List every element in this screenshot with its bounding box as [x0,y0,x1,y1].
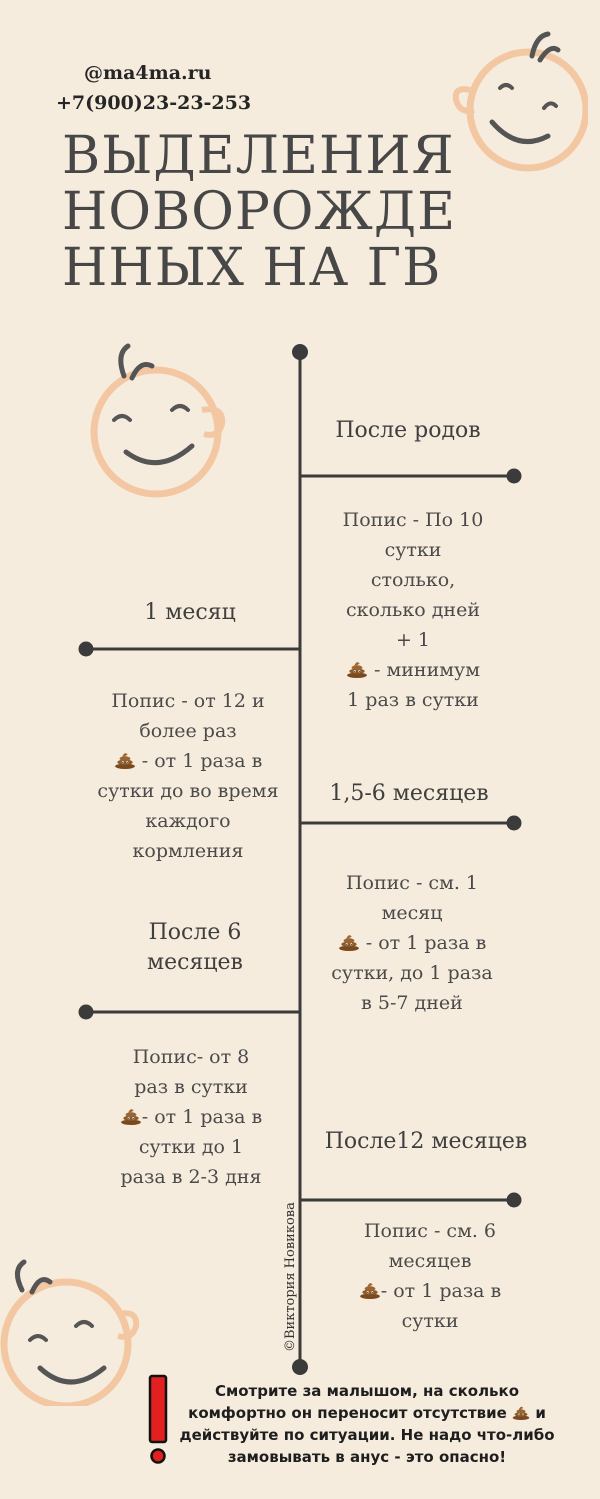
poop-icon [338,933,360,951]
poop-icon [114,751,136,769]
warning-text: Смотрите за малышом, на сколько комфортно он переносит отсутствие и действуйте по ситуации. Не надо что-либо замовывать в анус - это опасно! [179,1382,555,1466]
milestone-1-5-6-months-desc: Попис - см. 1 месяц - от 1 раза в сутки, до 1 раза в 5-7 дней [331,872,493,1014]
handle-text: @ma4ma.ru [84,62,212,84]
milestone-after-12-months-label: После12 месяцев [324,1129,528,1154]
milestone-after-6-months-desc: Попис- от 8 раз в сутки - от 1 раза в сутки до 1 раза в 2-3 дня [120,1046,263,1188]
poop-icon [346,660,368,678]
poop-icon [359,1281,381,1299]
milestone-1-month-desc: Попис - от 12 и более раз - от 1 раза в сутки до во время каждого кормления [97,690,279,862]
title-line-2: НОВОРОЖДЕ [62,182,457,242]
poop-icon [120,1107,142,1125]
author-credit: ©Виктория Новикова [283,1202,298,1352]
milestone-after-birth-desc: Попис - По 10 сутки столько, сколько дней + 1 - минимум 1 раз в сутки [342,509,484,711]
title-line-1: ВЫДЕЛЕНИЯ [62,126,455,186]
phone-text: +7(900)23-23-253 [56,92,252,114]
milestone-after-6-months-label: После 6 месяцев [147,920,243,975]
milestone-after-12-months-desc: Попис - см. 6 месяцев - от 1 раза в сутки [330,1216,530,1336]
milestone-1-month-label: 1 месяц [144,600,236,625]
exclamation-icon [146,1374,172,1466]
milestone-after-birth-label: После родов [335,418,481,443]
milestone-1-5-6-months-label: 1,5-6 месяцев [329,781,489,806]
title-line-3: ННЫХ НА ГВ [62,238,442,298]
poop-icon [512,1405,530,1420]
